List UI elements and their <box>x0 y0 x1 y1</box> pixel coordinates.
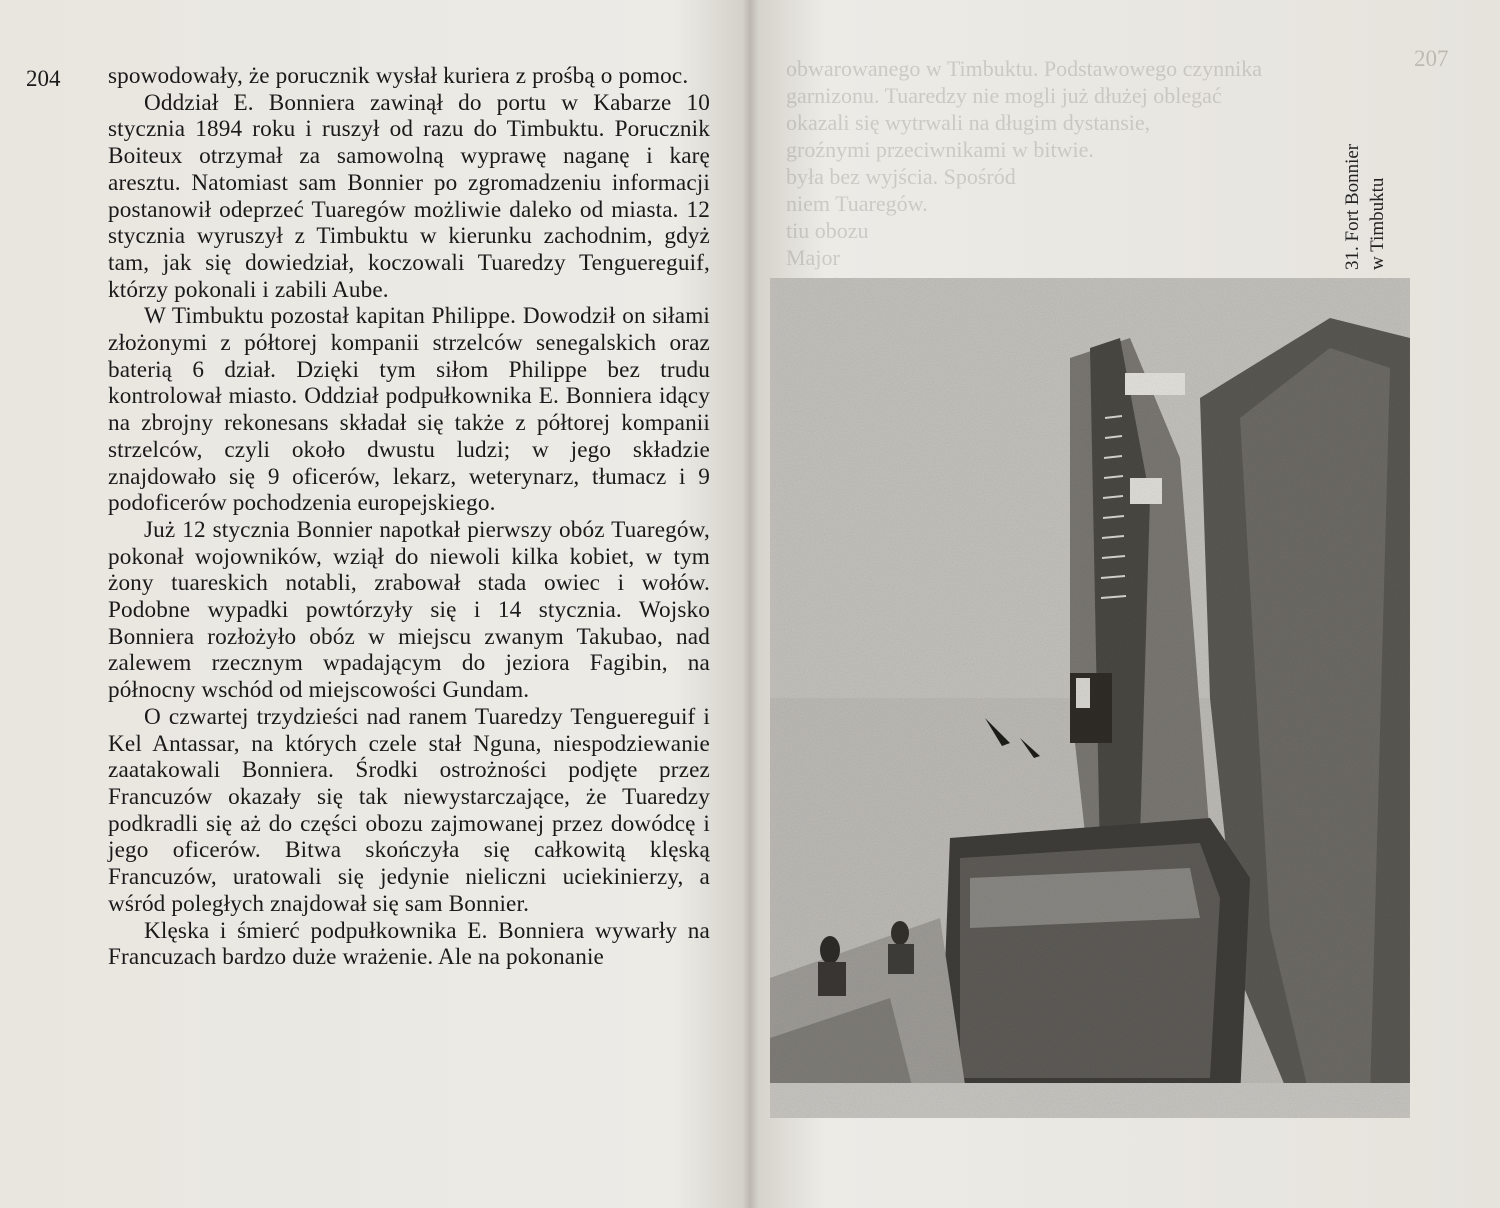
show-through-line: garnizonu. Tuaredzy nie mogli już dłużej oblegać <box>786 83 1222 108</box>
caption-line: w Timbuktu <box>1367 177 1388 270</box>
left-page-text <box>108 63 710 971</box>
show-through-line: tiu obozu <box>786 218 869 243</box>
show-through-line: okazali się wytrwali na długim dystansie, <box>786 110 1151 135</box>
show-through-line: groźnymi przeciwnikami w bitwie. <box>786 137 1094 162</box>
paragraph: O czwartej trzydzieści nad ranem Tuaredzy Tenguereguif i Kel Antassar, na których czele stał Nguna, niespodziewanie zaatakowali Bonniera. Środki ostrożności podjęte przez Francuzów okazały się tak niewystarczające, że Tuaredzy podkradli się aż do części obozu zajmowanej przez dowódcę i jego oficerów. Bitwa skończyła się całkowitą klęską Francuzów, uratowali się jedynie nieliczni uciekinierzy, a wśród poległych znajdował się sam Bonnier. <box>108 703 710 917</box>
fort-bonnier-photograph <box>770 278 1410 1118</box>
paragraph: Klęska i śmierć podpułkownika E. Bonniera wywarły na Francuzach bardzo duże wrażenie. Ale na pokonanie <box>108 917 710 971</box>
show-through-line: obwarowanego w Timbuktu. Podstawowego czynnika <box>786 56 1263 81</box>
photo-caption <box>1340 100 1400 270</box>
photo-illustration <box>770 278 1410 1118</box>
show-through-line: Major <box>786 245 840 270</box>
paragraph: Oddział E. Bonniera zawinął do portu w Kabarze 10 stycznia 1894 roku i ruszył od razu do Timbuktu. Porucznik Boiteux otrzymał za samowolną wyprawę naganę i karę aresztu. Natomiast sam Bonnier po zgromadzeniu informacji postanowił odeprzeć Tuaregów możliwie daleko od miasta. 12 stycznia wyruszył z Timbuktu w kierunku zachodnim, gdyż tam, jak się dowiedział, koczowali Tuaredzy Tenguereguif, którzy pokonali i zabili Aube. <box>108 89 710 303</box>
paragraph: Już 12 stycznia Bonnier napotkał pierwszy obóz Tuaregów, pokonał wojowników, wziął do niewoli kilka kobiet, w tym żony tuareskich notabli, zrabował stada owiec i wołów. Podobne wypadki powtórzyły się i 14 stycznia. Wojsko Bonniera rozłożyło obóz w miejscu zwanym Takubao, nad zalewem rzecznym wpadającym do jeziora Fagibin, na północny wschód od miejscowości Gundam. <box>108 516 710 704</box>
show-through-line: niem Tuaregów. <box>786 191 928 216</box>
show-through-line: była bez wyjścia. Spośród <box>786 164 1016 189</box>
left-page-number: 204 <box>26 66 61 91</box>
paragraph: spowodowały, że porucznik wysłał kuriera z prośbą o pomoc. <box>108 63 689 89</box>
caption-line: 31. Fort Bonnier <box>1342 143 1363 270</box>
right-page-number: 207 <box>1414 46 1449 71</box>
paragraph: W Timbuktu pozostał kapitan Philippe. Dowodził on siłami złożonymi z półtorej kompanii strzelców senegalskich oraz baterią 6 dział. Dzięki tym siłom Philippe bez trudu kontrolował miasto. Oddział podpułkownika E. Bonniera idący na zbrojny rekonesans składał się także z półtorej kompanii strzelców, czyli około dwustu ludzi; w jego składzie znajdowało się 9 oficerów, lekarz, weterynarz, tłumacz i 9 podoficerów pochodzenia europejskiego. <box>108 303 710 517</box>
